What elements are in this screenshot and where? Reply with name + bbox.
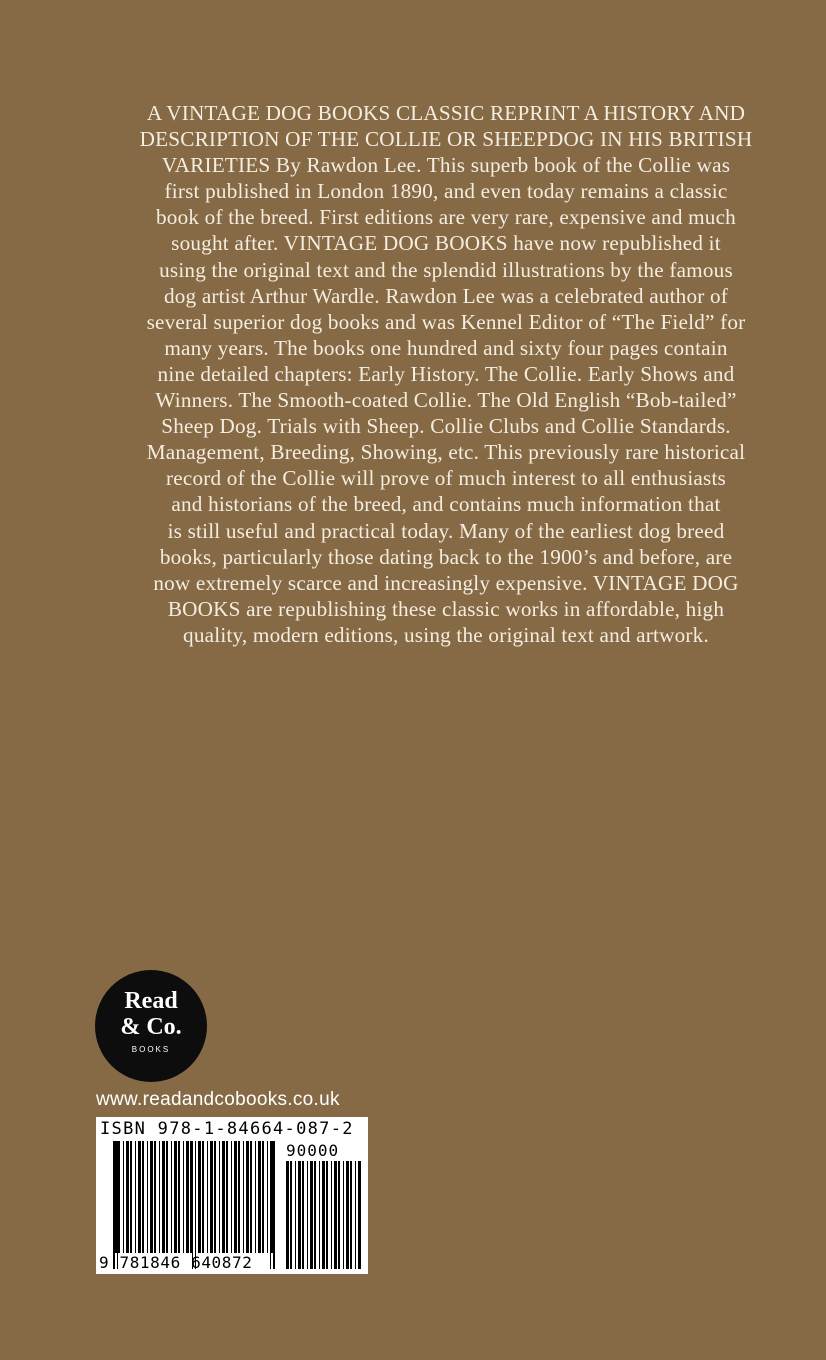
publisher-logo: [95, 970, 207, 1082]
description-line: books, particularly those dating back to the 1900’s and before, are: [159, 544, 733, 569]
description-line: BOOKS are republishing these classic works in affordable, high: [167, 596, 725, 621]
description-line: nine detailed chapters: Early History. The Collie. Early Shows and: [157, 361, 735, 386]
publisher-url: www.readandcobooks.co.uk: [96, 1089, 340, 1110]
description-line: first published in London 1890, and even today remains a classic: [164, 179, 728, 204]
isbn-barcode: [96, 1117, 368, 1274]
description-line: A VINTAGE DOG BOOKS CLASSIC REPRINT A HISTORY AND: [146, 101, 746, 125]
description-line: now extremely scarce and increasingly expensive. VINTAGE DOG: [153, 570, 739, 595]
description-line: Sheep Dog. Trials with Sheep. Collie Clubs and Collie Standards.: [161, 414, 731, 439]
description-line: quality, modern editions, using the original text and artwork.: [183, 622, 709, 647]
logo-line-co: & Co.: [120, 1014, 182, 1040]
ean-digits: 9 781846 640872: [99, 1253, 253, 1272]
isbn-label: ISBN 978-1-84664-087-2: [100, 1119, 354, 1139]
price-code: 90000: [286, 1141, 340, 1160]
description-line: Winners. The Smooth-coated Collie. The Old English “Bob-tailed”: [155, 388, 737, 413]
description-line: VARIETIES By Rawdon Lee. This superb book of the Collie was: [161, 153, 731, 178]
description-line: record of the Collie will prove of much interest to all enthusiasts: [165, 466, 727, 491]
description-line: book of the breed. First editions are very rare, expensive and much: [156, 205, 736, 230]
description-line: dog artist Arthur Wardle. Rawdon Lee was a celebrated author of: [163, 283, 729, 308]
description-line: DESCRIPTION OF THE COLLIE OR SHEEPDOG IN HIS BRITISH: [139, 127, 753, 152]
logo-line-books: BOOKS: [131, 1045, 171, 1054]
description-line: is still useful and practical today. Many of the earliest dog breed: [167, 518, 725, 543]
description-line: sought after. VINTAGE DOG BOOKS have now republished it: [171, 231, 721, 256]
back-cover-description: [112, 100, 780, 648]
description-line: Management, Breeding, Showing, etc. This previously rare historical: [146, 440, 746, 465]
logo-line-read: Read: [124, 988, 178, 1014]
description-line: many years. The books one hundred and sixty four pages contain: [164, 335, 728, 360]
description-line: using the original text and the splendid illustrations by the famous: [159, 257, 733, 282]
description-line: several superior dog books and was Kennel Editor of “The Field” for: [146, 309, 746, 334]
description-line: and historians of the breed, and contains much information that: [171, 492, 721, 517]
